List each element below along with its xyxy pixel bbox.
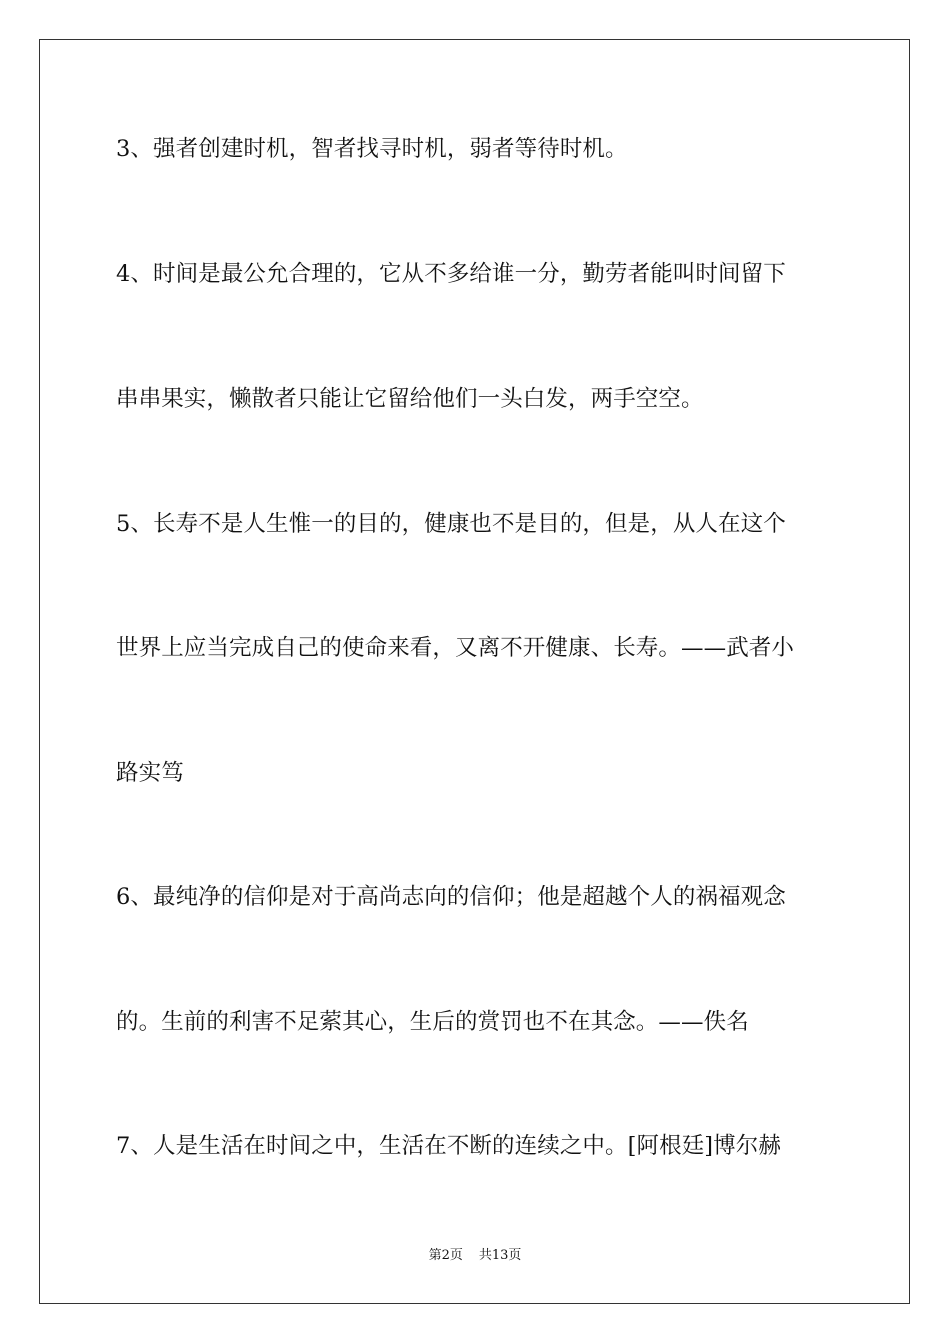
text-line: 路实笃 xyxy=(116,760,184,786)
page-total: 共13页 xyxy=(478,1248,522,1263)
text-line: 串串果实，懒散者只能让它留给他们一头白发，两手空空。 xyxy=(116,386,704,412)
text-line: 世界上应当完成自己的使命来看，又离不开健康、长寿。——武者小 xyxy=(116,635,795,661)
text-line: 6、最纯净的信仰是对于高尚志向的信仰；他是超越个人的祸福观念 xyxy=(116,884,786,910)
page-number: 第2页 xyxy=(428,1248,463,1263)
text-line: 5、长寿不是人生惟一的目的，健康也不是目的，但是，从人在这个 xyxy=(116,511,786,537)
text-line: 4、时间是最公允合理的，它从不多给谁一分，勤劳者能叫时间留下 xyxy=(116,261,786,287)
page-footer xyxy=(0,1247,950,1265)
page-border xyxy=(39,39,910,1304)
text-line: 7、人是生活在时间之中，生活在不断的连续之中。[阿根廷]博尔赫 xyxy=(116,1133,781,1159)
text-line: 3、强者创建时机，智者找寻时机，弱者等待时机。 xyxy=(116,136,628,162)
text-line: 的。生前的利害不足萦其心，生后的赏罚也不在其念。——佚名 xyxy=(116,1009,749,1035)
